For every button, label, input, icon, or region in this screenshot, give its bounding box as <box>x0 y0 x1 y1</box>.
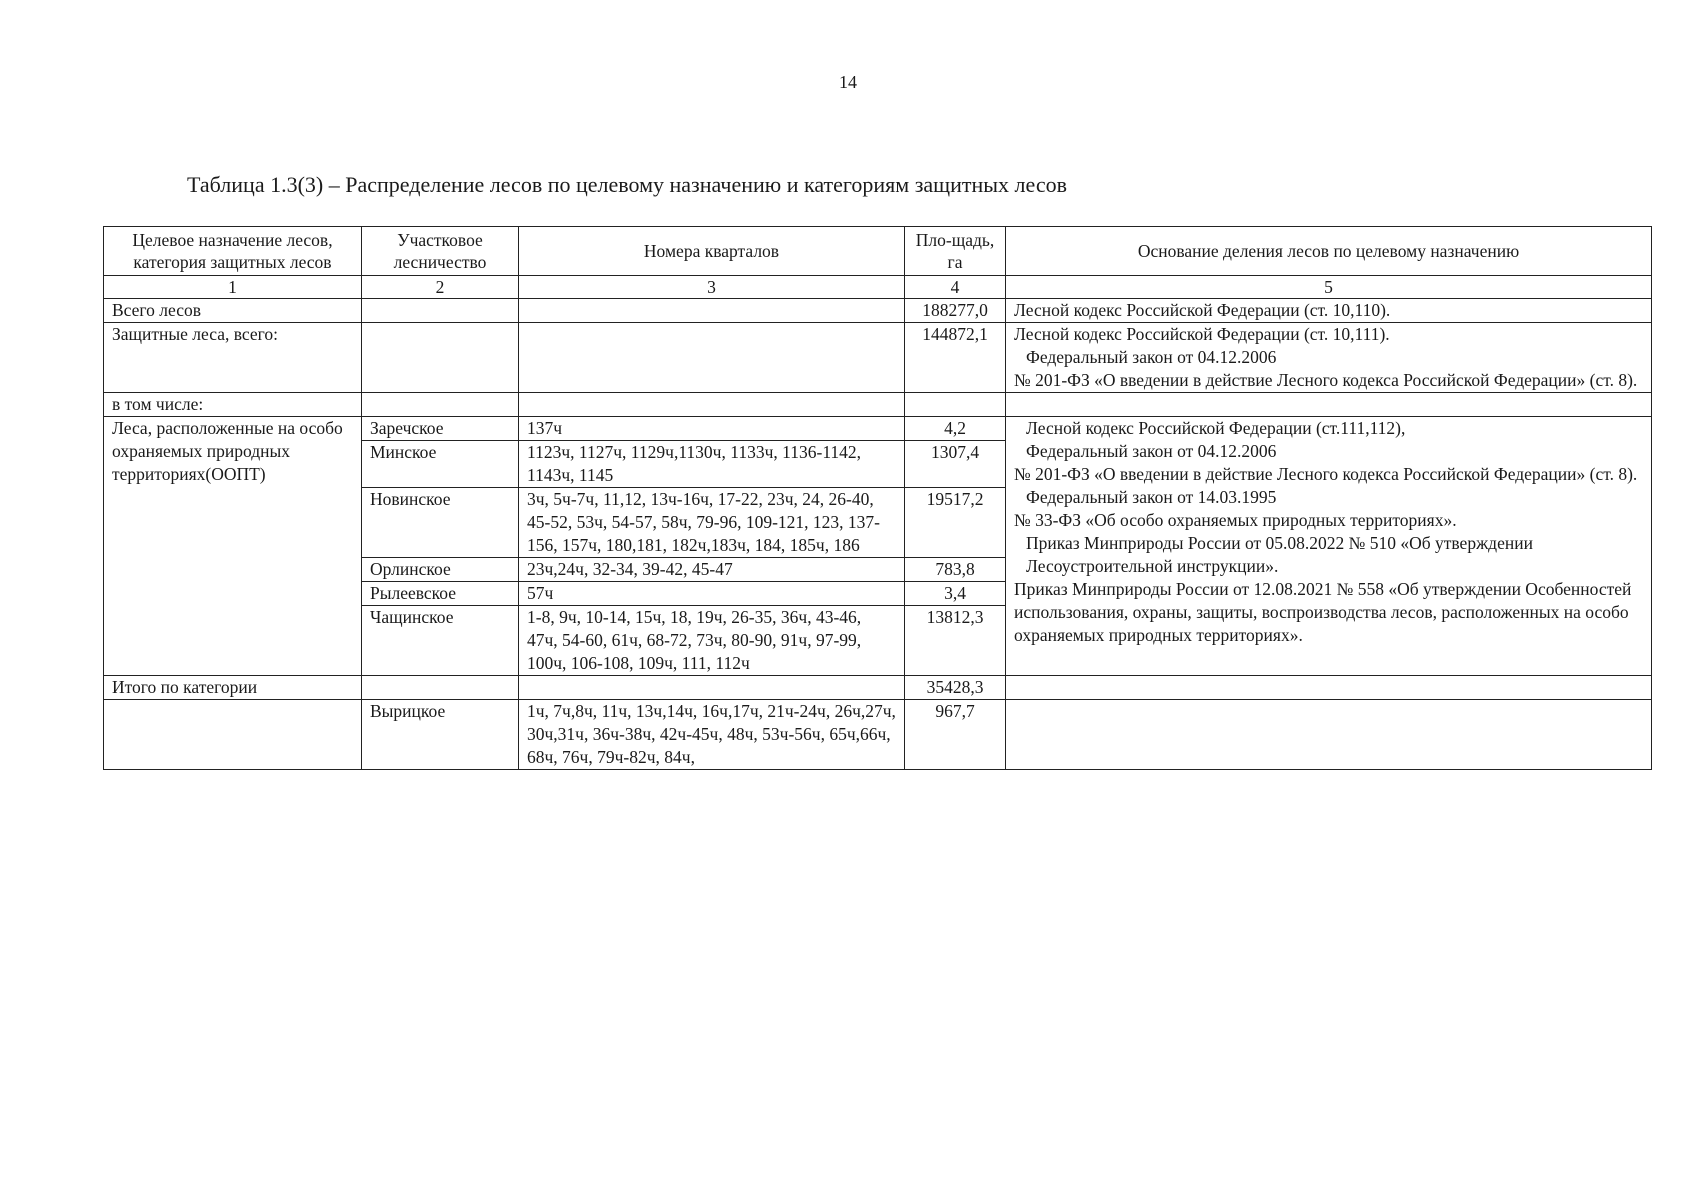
quarter-numbers: 3ч, 5ч-7ч, 11,12, 13ч-16ч, 17-22, 23ч, 24, 26-40, 45-52, 53ч, 54-57, 58ч, 79-96, 109-121, 123, 137-156, 157ч, 180,181, 182ч,183ч, 184, 185ч, 186 <box>519 488 905 558</box>
forestry-name: Орлинское <box>362 558 519 582</box>
forest-distribution-table <box>103 226 1652 770</box>
forestry-name: Заречское <box>362 417 519 441</box>
quarter-numbers: 1123ч, 1127ч, 1129ч,1130ч, 1133ч, 1136-1142, 1143ч, 1145 <box>519 441 905 488</box>
basis-text: Лесной кодекс Российской Федерации (ст. 10,111). Федеральный закон от 04.12.2006 № 201-ФЗ «О введении в действие Лесного кодекса Российской Федерации» (ст. 8). <box>1006 323 1652 393</box>
row-label: Защитные леса, всего: <box>104 323 362 393</box>
area-value: 4,2 <box>905 417 1006 441</box>
table-row-including <box>104 393 1652 417</box>
quarter-numbers: 23ч,24ч, 32-34, 39-42, 45-47 <box>519 558 905 582</box>
area-value: 19517,2 <box>905 488 1006 558</box>
header-quarters: Номера кварталов <box>519 227 905 276</box>
header-basis: Основание деления лесов по целевому назначению <box>1006 227 1652 276</box>
table-row-total <box>104 299 1652 323</box>
header-purpose: Целевое назначение лесов, категория защитных лесов <box>104 227 362 276</box>
table-row-next <box>104 700 1652 770</box>
area-value: 783,8 <box>905 558 1006 582</box>
forestry-name: Минское <box>362 441 519 488</box>
row-label: в том числе: <box>104 393 362 417</box>
area-value: 13812,3 <box>905 606 1006 676</box>
table-caption: Таблица 1.3(3) – Распределение лесов по целевому назначению и категориям защитных лесов <box>187 172 1067 197</box>
forestry-name: Чащинское <box>362 606 519 676</box>
forestry-name: Рылеевское <box>362 582 519 606</box>
quarter-numbers: 1-8, 9ч, 10-14, 15ч, 18, 19ч, 26-35, 36ч, 43-46, 47ч, 54-60, 61ч, 68-72, 73ч, 80-90, 91ч, 97-99, 100ч, 106-108, 109ч, 111, 112ч <box>519 606 905 676</box>
quarter-numbers: 57ч <box>519 582 905 606</box>
row-label: Леса, расположенные на особо охраняемых природных территориях(ООПТ) <box>104 417 362 676</box>
area-value: 144872,1 <box>905 323 1006 393</box>
basis-text: Лесной кодекс Российской Федерации (ст. 10,110). <box>1006 299 1652 323</box>
area-value: 967,7 <box>905 700 1006 770</box>
page-number: 14 <box>839 72 857 92</box>
column-number: 2 <box>362 276 519 299</box>
column-number: 3 <box>519 276 905 299</box>
quarter-numbers: 1ч, 7ч,8ч, 11ч, 13ч,14ч, 16ч,17ч, 21ч-24ч, 26ч,27ч, 30ч,31ч, 36ч-38ч, 42ч-45ч, 48ч, 53ч-56ч, 65ч,66ч, 68ч, 76ч, 79ч-82ч, 84ч, <box>519 700 905 770</box>
area-value: 188277,0 <box>905 299 1006 323</box>
area-value: 35428,3 <box>905 676 1006 700</box>
row-label: Итого по категории <box>104 676 362 700</box>
table-row-category-total <box>104 676 1652 700</box>
column-number: 5 <box>1006 276 1652 299</box>
area-value: 1307,4 <box>905 441 1006 488</box>
column-number: 1 <box>104 276 362 299</box>
table-row-oopt <box>104 417 1652 441</box>
table-header-row <box>104 227 1652 276</box>
row-label: Всего лесов <box>104 299 362 323</box>
forestry-name: Вырицкое <box>362 700 519 770</box>
forestry-name: Новинское <box>362 488 519 558</box>
header-forestry: Участковое лесничество <box>362 227 519 276</box>
column-number-row <box>104 276 1652 299</box>
column-number: 4 <box>905 276 1006 299</box>
quarter-numbers: 137ч <box>519 417 905 441</box>
header-area: Пло-щадь, га <box>905 227 1006 276</box>
basis-text: Лесной кодекс Российской Федерации (ст.111,112), Федеральный закон от 04.12.2006 № 201-ФЗ «О введении в действие Лесного кодекса Российской Федерации» (ст. 8). Федеральный закон от 14.03.1995 № 33-ФЗ «Об особо охраняемых природных территориях». Приказ Минприроды России от 05.08.2022 № 510 «Об утверждении Лесоустроительной инструкции». Приказ Минприроды России от 12.08.2021 № 558 «Об утверждении Особенностей использования, охраны, защиты, воспроизводства лесов, расположенных на особо охраняемых природных территориях». <box>1006 417 1652 676</box>
area-value: 3,4 <box>905 582 1006 606</box>
table-row-protective <box>104 323 1652 393</box>
